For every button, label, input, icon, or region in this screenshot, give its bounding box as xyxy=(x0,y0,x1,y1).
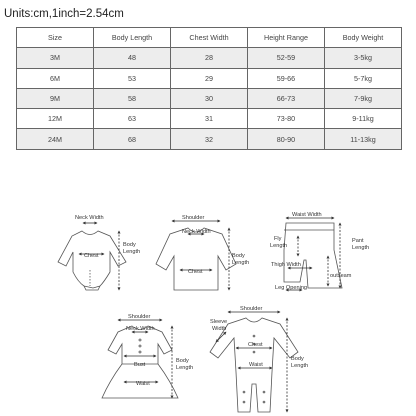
label-leg-opening: Leg Opening xyxy=(275,285,308,291)
label-chest: Chest xyxy=(84,253,99,259)
cell-chest-width: 31 xyxy=(171,109,248,129)
label-body-length: Length xyxy=(232,260,250,266)
label-body-length: Body xyxy=(176,358,189,364)
header-height-range: Height Range xyxy=(248,28,325,48)
cell-body-weight: 5-7kg xyxy=(325,68,402,88)
label-body-length: Body xyxy=(291,356,304,362)
pants-diagram xyxy=(284,218,342,290)
label-body-length: Length xyxy=(123,249,141,255)
cell-body-weight: 9-11kg xyxy=(325,109,402,129)
table-header-row xyxy=(17,28,402,48)
header-size: Size xyxy=(17,28,94,48)
label-chest: Chest xyxy=(248,342,263,348)
cell-chest-width: 30 xyxy=(171,88,248,108)
label-bust: Bust xyxy=(134,362,146,368)
label-sleeve-width: Sleeve xyxy=(210,319,228,325)
cell-body-length: 53 xyxy=(94,68,171,88)
label-shoulder: Shoulder xyxy=(240,306,263,312)
cell-chest-width: 32 xyxy=(171,129,248,149)
header-body-length: Body Length xyxy=(94,28,171,48)
label-chest: Chest xyxy=(188,269,203,275)
label-shoulder: Shoulder xyxy=(128,314,151,320)
table-row xyxy=(17,129,402,149)
cell-size: 6M xyxy=(17,68,94,88)
label-body-length: Length xyxy=(176,365,194,371)
label-neck-width: Neck Width xyxy=(126,326,155,332)
header-body-weight: Body Weight xyxy=(325,28,402,48)
cell-body-weight: 3-5kg xyxy=(325,48,402,68)
label-pant-length: Length xyxy=(352,245,370,251)
label-neck-width: Neck Width xyxy=(75,215,104,221)
label-shoulder: Shoulder xyxy=(182,215,205,221)
cell-size: 3M xyxy=(17,48,94,68)
cell-size: 9M xyxy=(17,88,94,108)
label-waist-width: Waist Width xyxy=(292,212,322,218)
label-neck-width: Neck Width xyxy=(182,229,211,235)
table-row xyxy=(17,88,402,108)
units-note: Units:cm,1inch=2.54cm xyxy=(4,8,124,20)
label-body-length: Body xyxy=(232,253,245,259)
cell-height-range: 59-66 xyxy=(248,68,325,88)
label-waist: Waist xyxy=(136,381,150,387)
cell-chest-width: 29 xyxy=(171,68,248,88)
measurement-diagrams xyxy=(0,205,416,416)
label-body-length: Length xyxy=(291,363,309,369)
tshirt-outline xyxy=(156,228,236,290)
cell-size: 24M xyxy=(17,129,94,149)
label-fly-length: Length xyxy=(270,243,288,249)
cell-size: 12M xyxy=(17,109,94,129)
cell-body-length: 63 xyxy=(94,109,171,129)
cell-height-range: 52-59 xyxy=(248,48,325,68)
label-body-length: Body xyxy=(123,242,136,248)
table-row xyxy=(17,68,402,88)
cell-body-length: 48 xyxy=(94,48,171,68)
header-chest-width: Chest Width xyxy=(171,28,248,48)
cell-chest-width: 28 xyxy=(171,48,248,68)
cell-body-length: 68 xyxy=(94,129,171,149)
size-chart-table xyxy=(16,27,402,150)
cell-height-range: 66-73 xyxy=(248,88,325,108)
bodysuit-outline xyxy=(58,231,126,288)
table-row xyxy=(17,109,402,129)
cell-body-weight: 7-9kg xyxy=(325,88,402,108)
label-pant-length: Pant xyxy=(352,238,364,244)
cell-height-range: 80-90 xyxy=(248,129,325,149)
table-row xyxy=(17,48,402,68)
cell-body-length: 58 xyxy=(94,88,171,108)
label-outseam: outseam xyxy=(330,273,352,279)
cell-body-weight: 11-13kg xyxy=(325,129,402,149)
label-waist: Waist xyxy=(249,362,263,368)
cell-height-range: 73-80 xyxy=(248,109,325,129)
label-thigh-width: Thigh Width xyxy=(271,262,301,268)
label-sleeve-width: Width xyxy=(212,326,227,332)
label-fly-length: Fly xyxy=(274,236,282,242)
